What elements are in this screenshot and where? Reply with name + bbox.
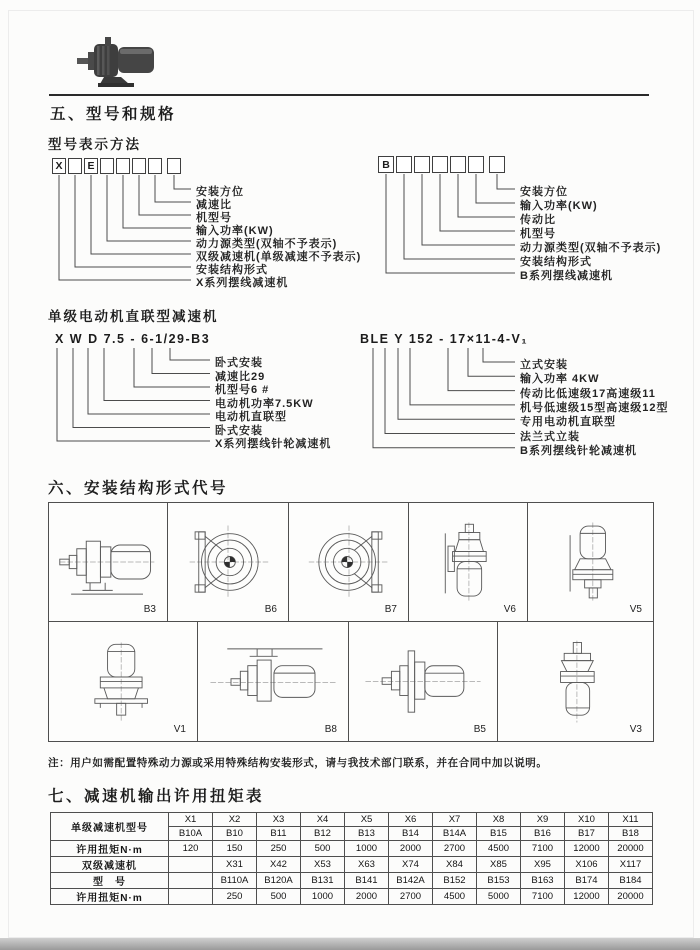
torque-cell <box>169 857 213 873</box>
torque-cell: B120A <box>257 873 301 889</box>
diagram-label: 卧式安装 <box>215 424 263 437</box>
mounting-cell-v3 <box>498 622 653 741</box>
diagram-label: 传动比低速级17高速级11 <box>520 387 656 400</box>
v6-drawing <box>418 516 518 608</box>
torque-cell: 4500 <box>477 841 521 857</box>
diagram-label: 机型号6 # <box>215 384 270 396</box>
torque-cell: X1 <box>169 813 213 827</box>
torque-cell: 250 <box>213 889 257 905</box>
diagram-label: 安装方位 <box>520 186 568 198</box>
model-box: E <box>84 158 98 174</box>
torque-table-row <box>51 873 653 889</box>
model-method-title: 型号表示方法 <box>48 137 141 152</box>
model-box <box>396 156 412 173</box>
b-model-diagram <box>378 156 668 286</box>
diagram-label: 法兰式立装 <box>520 430 580 443</box>
torque-cell: 250 <box>257 841 301 857</box>
torque-cell: B11 <box>257 827 301 841</box>
mounting-code-label: V6 <box>503 604 516 615</box>
diagram-label: 专用电动机直联型 <box>520 416 616 429</box>
torque-cell: 5000 <box>477 889 521 905</box>
torque-cell: B184 <box>609 873 653 889</box>
diagram-label: 机型号 <box>520 228 556 240</box>
torque-cell: B14 <box>389 827 433 841</box>
diagram-label: 输入功率 4KW <box>520 373 600 386</box>
torque-cell: 4500 <box>433 889 477 905</box>
torque-cell: X84 <box>433 857 477 873</box>
mounting-code-label: V5 <box>629 604 642 615</box>
b8-drawing <box>203 637 343 727</box>
mounting-code-label: B5 <box>473 724 486 735</box>
model-box <box>167 158 181 174</box>
diagram-label: B系列摆线减速机 <box>520 270 613 282</box>
torque-cell: B152 <box>433 873 477 889</box>
mounting-cell-v5 <box>528 503 653 622</box>
torque-cell: B18 <box>609 827 653 841</box>
torque-cell: X2 <box>213 813 257 827</box>
torque-cell: B15 <box>477 827 521 841</box>
b3-drawing <box>56 518 160 606</box>
mounting-cell-v6 <box>409 503 528 622</box>
torque-cell <box>169 873 213 889</box>
model-box <box>414 156 430 173</box>
diagram-label: 输入功率(KW) <box>520 200 598 212</box>
mounting-row-1 <box>49 503 653 622</box>
torque-cell: B13 <box>345 827 389 841</box>
torque-cell: B174 <box>565 873 609 889</box>
diagram-label: 电动机直联型 <box>215 411 287 423</box>
torque-cell <box>169 889 213 905</box>
torque-cell: X63 <box>345 857 389 873</box>
torque-table <box>50 812 653 905</box>
torque-cell: X74 <box>389 857 433 873</box>
torque-cell: X117 <box>609 857 653 873</box>
model-box <box>489 156 505 173</box>
ble-example-diagram <box>360 332 670 457</box>
torque-table-row <box>51 857 653 873</box>
torque-cell: B17 <box>565 827 609 841</box>
torque-cell: X53 <box>301 857 345 873</box>
torque-cell: 20000 <box>609 889 653 905</box>
torque-cell: B12 <box>301 827 345 841</box>
x-model-diagram <box>52 158 382 290</box>
torque-cell: 2700 <box>389 889 433 905</box>
diagram-label: 传动比 <box>520 214 556 226</box>
diagram-label: 动力源类型(双轴不予表示) <box>196 238 338 250</box>
xwd-model-code: X W D 7.5 - 6-1/29-B3 <box>55 332 211 346</box>
mounting-code-label: B8 <box>324 724 337 735</box>
torque-cell: X106 <box>565 857 609 873</box>
torque-row-label: 许用扭矩N·m <box>51 889 169 905</box>
diagram-label: 动力源类型(双轴不予表示) <box>520 242 662 254</box>
torque-cell: B16 <box>521 827 565 841</box>
diagram-label: 立式安装 <box>520 359 568 371</box>
torque-table-row <box>51 841 653 857</box>
mounting-table <box>48 502 654 742</box>
mounting-row-2 <box>49 622 653 741</box>
mounting-cell-b3 <box>49 503 168 622</box>
torque-cell: X42 <box>257 857 301 873</box>
ble-model-code: BLE Y 152 - 17×11-4-V₁ <box>360 332 528 346</box>
header-rule <box>49 94 649 96</box>
diagram-label: B系列摆线针轮减速机 <box>520 444 637 457</box>
v1-drawing <box>64 636 182 728</box>
torque-table-row <box>51 813 653 827</box>
torque-cell: 1000 <box>345 841 389 857</box>
mounting-code-label: B6 <box>264 604 277 615</box>
diagram-label: 安装方位 <box>196 186 244 198</box>
torque-cell: X85 <box>477 857 521 873</box>
xwd-example-diagram <box>55 332 385 452</box>
torque-cell: X95 <box>521 857 565 873</box>
torque-cell: 2700 <box>433 841 477 857</box>
diagram-label: 减速比29 <box>215 370 266 383</box>
gearmotor-photo <box>75 33 181 89</box>
torque-cell: X9 <box>521 813 565 827</box>
torque-row-label: 单级减速机型号 <box>51 813 169 841</box>
diagram-label: X系列摆线针轮减速机 <box>215 438 332 450</box>
torque-cell: 12000 <box>565 889 609 905</box>
torque-cell: X3 <box>257 813 301 827</box>
torque-cell: 7100 <box>521 841 565 857</box>
model-box: X <box>52 158 66 174</box>
diagram-label: 卧式安装 <box>215 357 263 369</box>
diagram-label: 安装结构形式 <box>520 256 592 268</box>
section5-title: 五、型号和规格 <box>50 106 177 123</box>
torque-cell: X8 <box>477 813 521 827</box>
b6-drawing <box>175 519 281 605</box>
torque-cell: X6 <box>389 813 433 827</box>
diagram-label: 机型号 <box>196 212 232 224</box>
model-box <box>450 156 466 173</box>
torque-cell: B153 <box>477 873 521 889</box>
torque-cell: X7 <box>433 813 477 827</box>
torque-cell: 120 <box>169 841 213 857</box>
note-text: 注：用户如需配置特殊动力源或采用特殊结构安装形式，请与我技术部门联系，并在合同中加以说明。 <box>48 757 548 769</box>
model-box <box>68 158 82 174</box>
torque-cell: B163 <box>521 873 565 889</box>
mounting-cell-b5 <box>349 622 498 741</box>
torque-cell: 150 <box>213 841 257 857</box>
mounting-code-label: V3 <box>629 724 642 735</box>
torque-cell: X31 <box>213 857 257 873</box>
torque-cell: X10 <box>565 813 609 827</box>
model-box: B <box>378 156 394 173</box>
mounting-cell-b7 <box>289 503 409 622</box>
torque-cell: B110A <box>213 873 257 889</box>
torque-row-label: 许用扭矩N·m <box>51 841 169 857</box>
mounting-code-label: B3 <box>143 604 156 615</box>
model-box <box>116 158 130 174</box>
v5-drawing <box>541 516 641 608</box>
mounting-cell-v1 <box>49 622 198 741</box>
diagram-label: X系列摆线减速机 <box>196 277 289 289</box>
model-box <box>148 158 162 174</box>
torque-cell: B131 <box>301 873 345 889</box>
torque-cell: X5 <box>345 813 389 827</box>
b7-drawing <box>296 519 402 605</box>
torque-cell: B10 <box>213 827 257 841</box>
torque-row-label: 型 号 <box>51 873 169 889</box>
torque-cell: 500 <box>257 889 301 905</box>
torque-cell: 2000 <box>389 841 433 857</box>
torque-cell: B141 <box>345 873 389 889</box>
torque-cell: X11 <box>609 813 653 827</box>
torque-cell: 7100 <box>521 889 565 905</box>
torque-cell: B142A <box>389 873 433 889</box>
model-box <box>100 158 114 174</box>
model-box <box>132 158 146 174</box>
diagram-label: 安装结构形式 <box>196 264 268 276</box>
diagram-label: 机号低速级15型高速级12型 <box>520 401 669 414</box>
diagram-label: 电动机功率7.5KW <box>215 397 314 410</box>
b5-drawing <box>358 637 488 727</box>
diagram-label: 输入功率(KW) <box>196 225 274 237</box>
torque-cell: B10A <box>169 827 213 841</box>
mounting-code-label: V1 <box>173 724 186 735</box>
model-box <box>432 156 448 173</box>
mounting-cell-b8 <box>198 622 349 741</box>
torque-cell: 20000 <box>609 841 653 857</box>
mounting-code-label: B7 <box>384 604 397 615</box>
torque-cell: X4 <box>301 813 345 827</box>
page-bottom-edge <box>0 938 700 950</box>
diagram-label: 减速比 <box>196 199 232 211</box>
torque-cell: B14A <box>433 827 477 841</box>
section6-title: 六、安装结构形式代号 <box>48 480 229 497</box>
mounting-cell-b6 <box>168 503 289 622</box>
torque-cell: 12000 <box>565 841 609 857</box>
torque-row-label: 双级减速机 <box>51 857 169 873</box>
v3-drawing <box>526 636 626 728</box>
torque-cell: 1000 <box>301 889 345 905</box>
diagram-label: 双级减速机(单级减速不予表示) <box>196 251 362 263</box>
single-stage-title: 单级电动机直联型减速机 <box>48 309 219 324</box>
torque-cell: 2000 <box>345 889 389 905</box>
model-box <box>468 156 484 173</box>
torque-table-row <box>51 889 653 905</box>
torque-cell: 500 <box>301 841 345 857</box>
section7-title: 七、减速机输出许用扭矩表 <box>48 788 265 805</box>
